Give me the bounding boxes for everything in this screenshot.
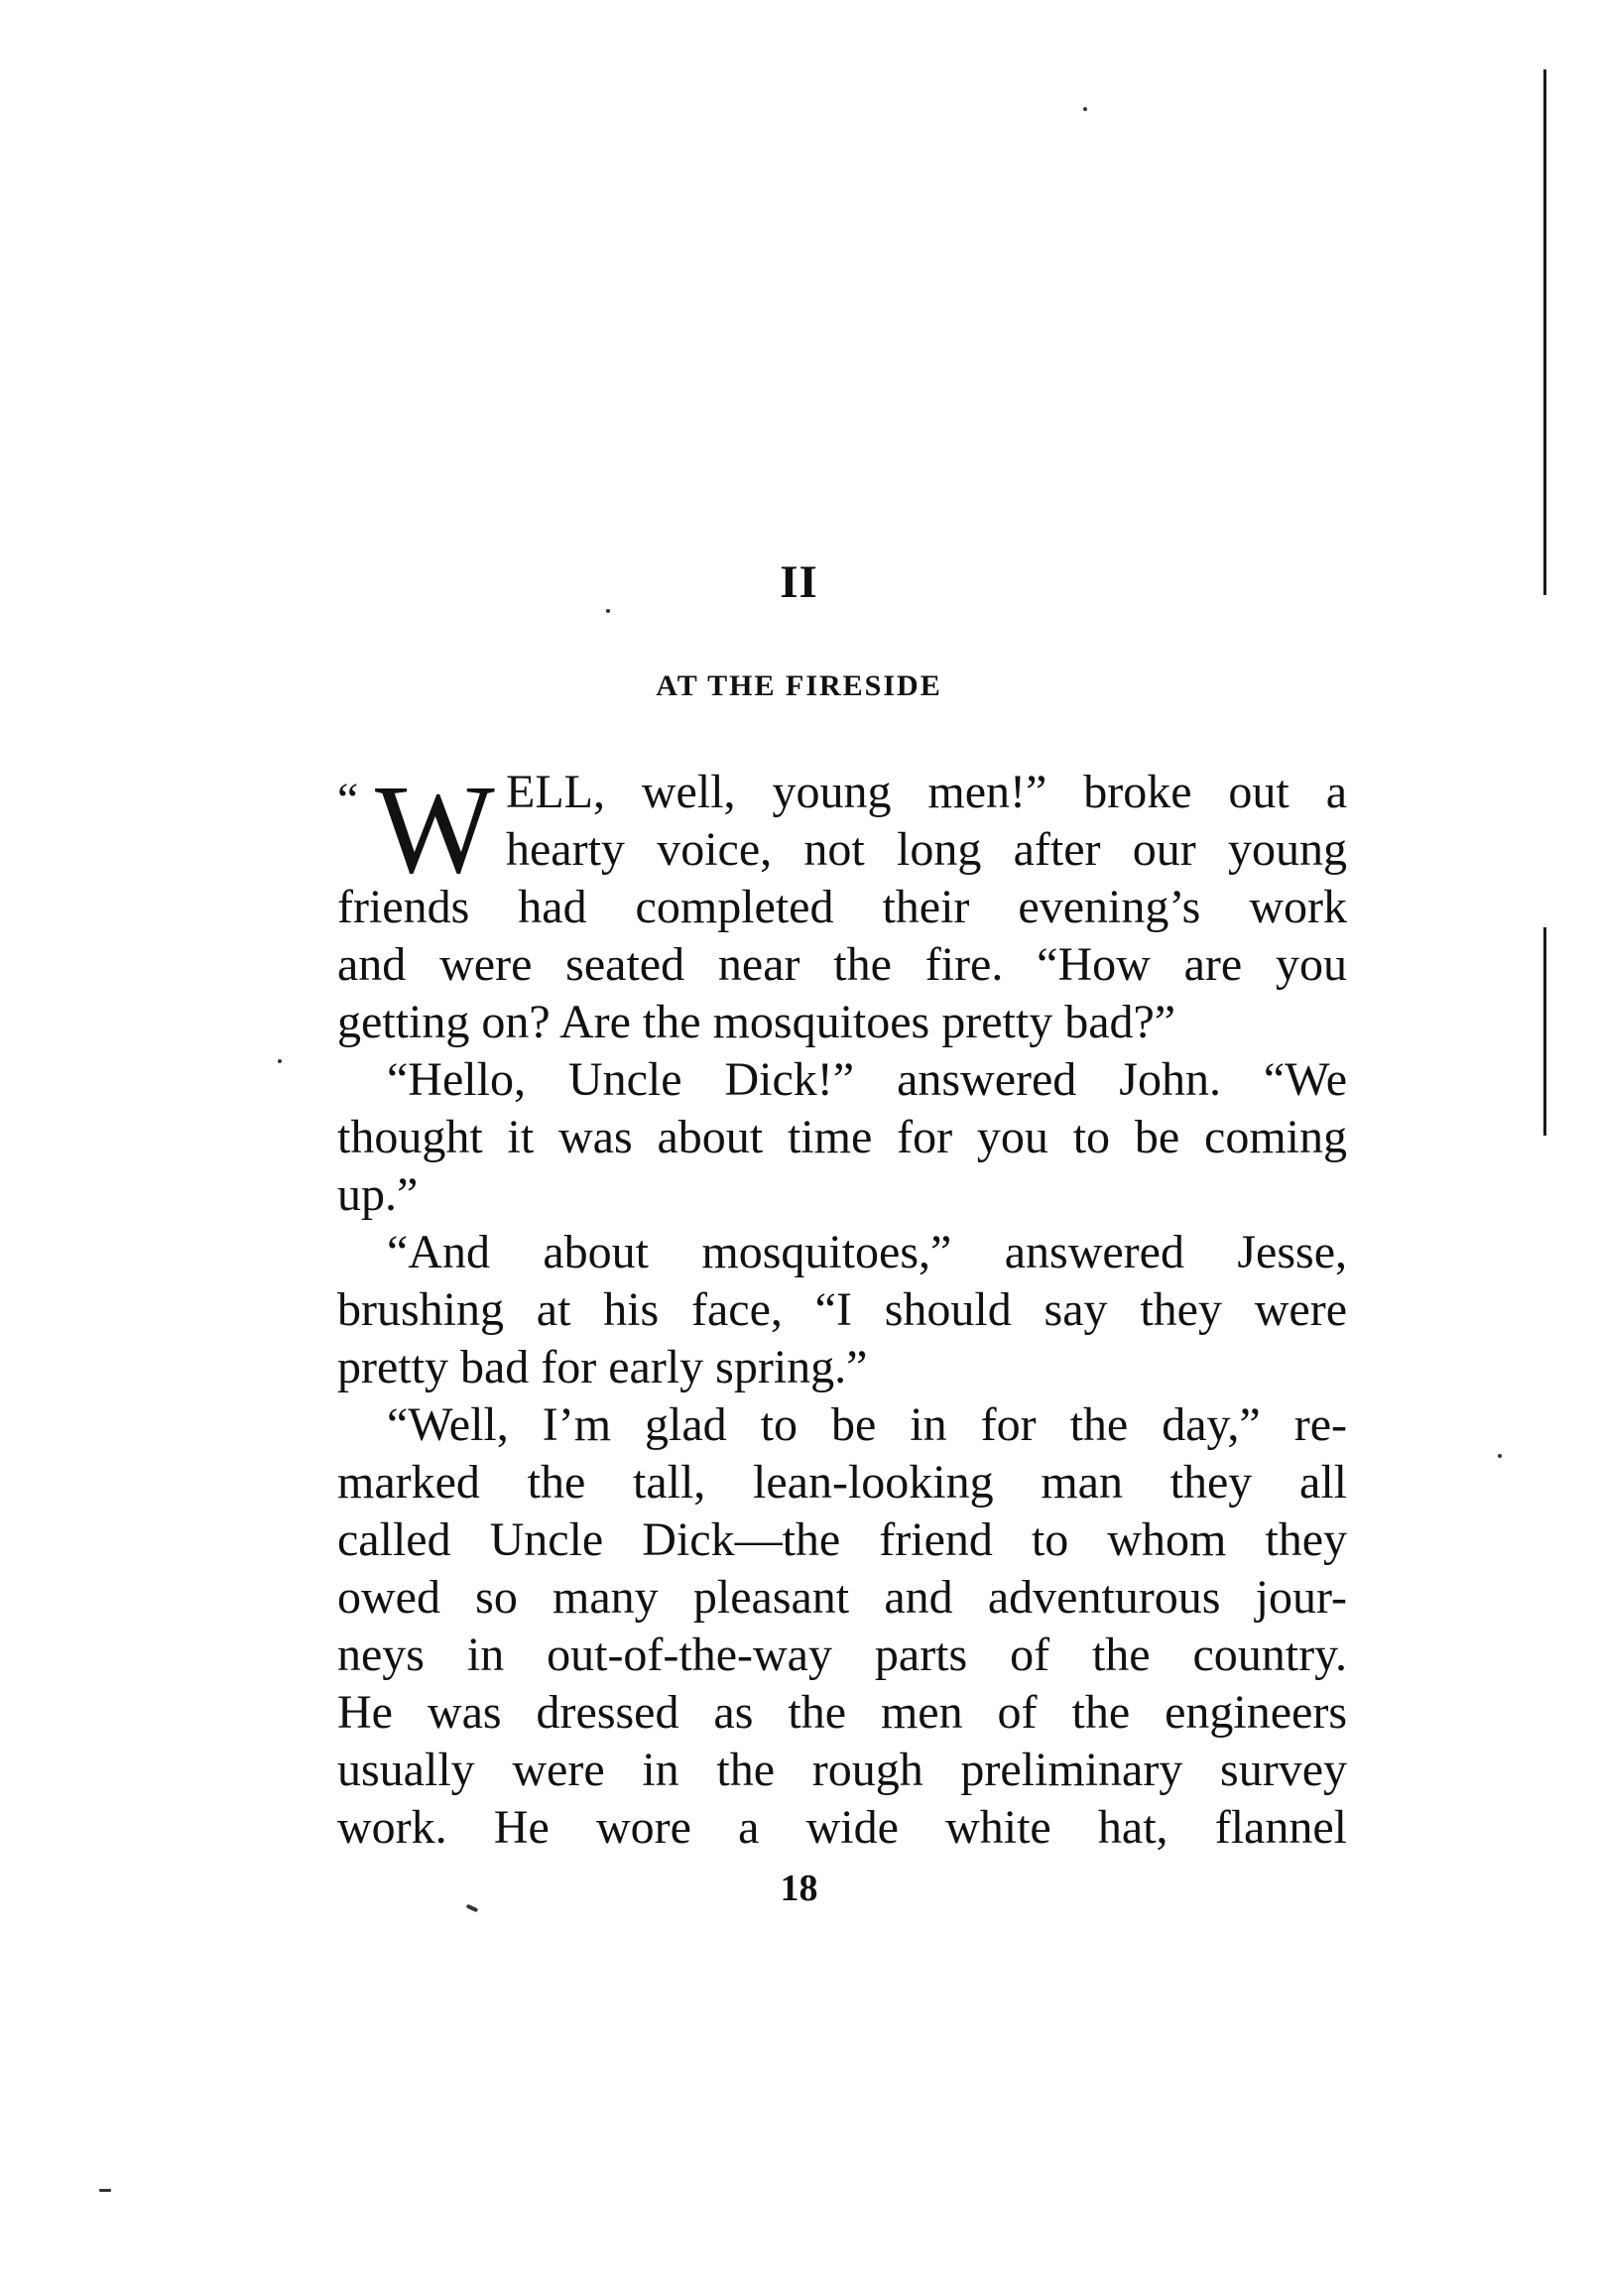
text-line: “Hello, Uncle Dick!” answered John. “We	[387, 1053, 1347, 1106]
text-line: getting on? Are the mosquitoes pretty bad?”	[337, 996, 1176, 1048]
scan-speck	[278, 1059, 282, 1063]
text-line: hearty voice, not long after our young	[506, 823, 1347, 876]
text-line: ELL, well, young men!” broke out a	[506, 766, 1347, 818]
page-edge-rule-middle	[1543, 927, 1546, 1136]
chapter-title: AT THE FIRESIDE	[656, 669, 942, 702]
text-line: work. He wore a wide white hat, flannel	[337, 1801, 1347, 1854]
page-edge-rule-top	[1543, 69, 1546, 595]
page-number: 18	[780, 1868, 818, 1909]
text-line: pretty bad for early spring.”	[337, 1341, 868, 1393]
scan-speck	[99, 2189, 111, 2192]
text-line: neys in out-of-the-way parts of the country.	[337, 1629, 1347, 1681]
text-line: and were seated near the fire. “How are you	[337, 938, 1347, 991]
scan-speck	[1083, 107, 1087, 111]
text-line: called Uncle Dick—the friend to whom they	[337, 1513, 1347, 1566]
chapter-number: II	[780, 556, 818, 608]
text-line: up.”	[337, 1168, 419, 1221]
opening-quote-mark: “	[337, 774, 359, 826]
text-line: friends had completed their evening’s work	[337, 881, 1347, 933]
text-line: “And about mosquitoes,” answered Jesse,	[387, 1226, 1347, 1278]
drop-cap-letter: W	[375, 759, 495, 900]
text-line: “Well, I’m glad to be in for the day,” re-	[387, 1398, 1347, 1451]
text-line: He was dressed as the men of the engineers	[337, 1686, 1347, 1739]
scan-speck	[1498, 1454, 1502, 1458]
text-line: thought it was about time for you to be coming	[337, 1111, 1347, 1163]
text-line: owed so many pleasant and adventurous jour-	[337, 1571, 1347, 1624]
scan-speck	[606, 609, 610, 613]
text-line: brushing at his face, “I should say they were	[337, 1283, 1347, 1336]
text-line: marked the tall, lean-looking man they all	[337, 1456, 1347, 1509]
body-text	[337, 759, 1347, 1857]
text-line: usually were in the rough preliminary survey	[337, 1744, 1347, 1796]
